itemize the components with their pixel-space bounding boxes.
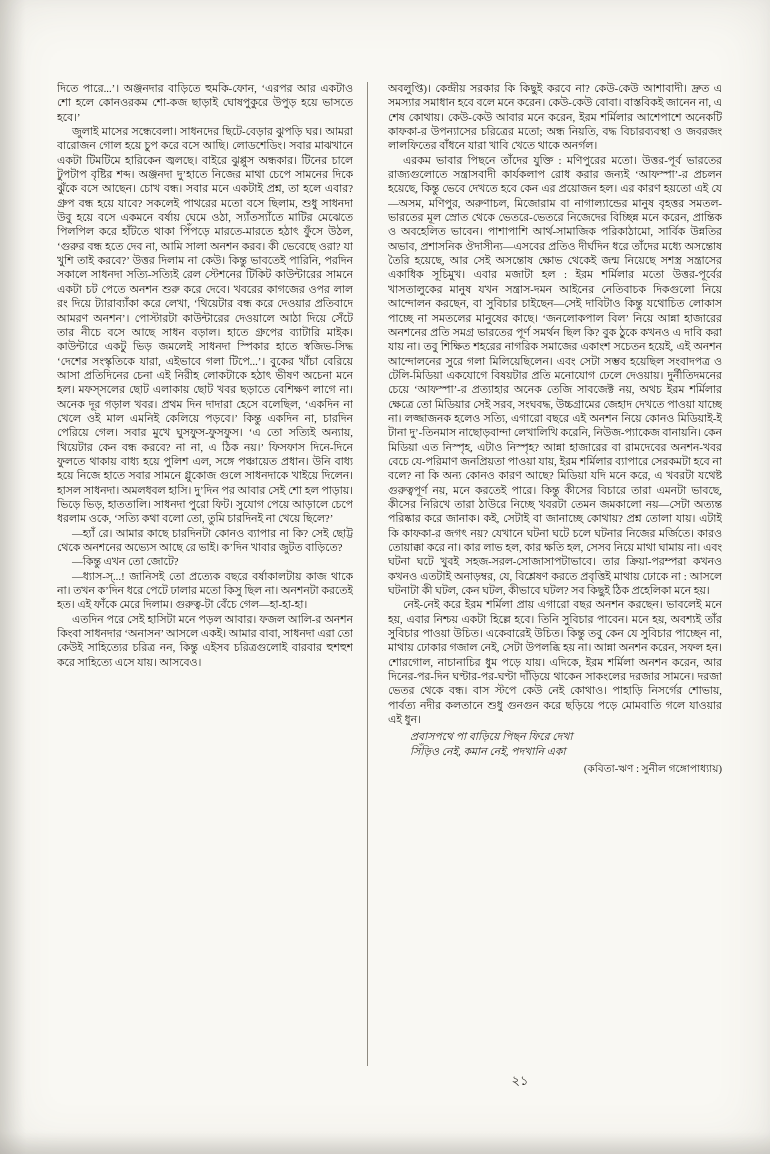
page-number: ২১ — [511, 1073, 529, 1088]
paragraph: অবলুপ্তি)। কেন্দ্রীয় সরকার কি কিছুই করবে না? কেউ-কেউ আশাবাদী। দ্রুত এ সমস্যার সমাধান হবে বলে মনে করেন। কেউ-কেউ বোবা। বাস্তবিকই জানেন না, এ শেষ কোথায়। কেউ-কেউ আবার মনে করেন, ইরম শর্মিলার আশেপাশে অনেকটি কাফকা-র উপন্যাসের চরিত্রের মতো; অন্ধ নিয়তি, বদ্ধ বিচারব্যবস্থা ও জবরজং লালফিতের বাঁধনে যারা খাবি খেতে থাকে অনর্গল। — [388, 83, 722, 153]
column-divider — [367, 82, 368, 1066]
text-block — [57, 82, 722, 1066]
paragraph: জুলাই মাসের সন্ধেবেলা। সাধনদের ছিটে-বেড়ার ঝুপড়ি ঘর। আমরা বারোজন গোল হয়ে চুপ করে বসে আছি। লোডশেডিং। সবার মাঝখানে একটা টিমটিমে হারিকেন জ্বলছে। বাইরে ঝুপ্পুস অন্ধকার। টিনের চালে টুপটাপ বৃষ্টির শব্দ। অঞ্জনদা দু’হাতে নিজের মাথা চেপে সামনের দিকে ঝুঁকে বসে আছেন। চোখ বন্ধ। সবার মনে একটাই প্রশ্ন, তা হলে এবার? গ্রুপ বন্ধ হয়ে যাবে? সকলেই পাথরের মতো বসে ছিলাম, শুধু সাধনদা উবু হয়ে বসে একমনে বর্ষায় ঘেমে ওঠা, স্যাঁতস্যাঁতে মাটির মেঝেতে পিলপিল করে হাঁটতে থাকা পিঁপড়ে মারতে-মারতে হঠাৎ ফুঁসে উঠল, ‘গুরুর বন্ধ হতে দেব না, আমি সালা অনশন করব। কী ভেবেছে ওরা? যা খুশি তাই করবে?’ উত্তর দিলাম না কেউ। কিন্তু ভাবতেই পারিনি, পরদিন সকালে সাধনদা সত্যি-সত্যিই রেল স্টেশনের টিকিট কাউন্টারের সামনে একটা চট পেতে অনশন শুরু করে দেবে। খবরের কাগজের ওপর লাল রং দিয়ে ট্যারাব্যাঁকা করে লেখা, ‘থিয়েটার বন্ধ করে দেওয়ার প্রতিবাদে আমরণ অনশন’। পোস্টারটা কাউন্টারের দেওয়ালে আঠা দিয়ে সেঁটে তার নীচে বসে আছে সাধন বড়াল। হাতে গ্রুপের ব্যাটারি মাইক। কাউন্টারে একটু ভিড় জমলেই সাধনদা স্পিকার হাতে স্বজিভ-সিদ্ধ ‘দেশের সংস্কৃতিকে যারা, এইভাবে গলা টিপে...’। বুকের খাঁচা বেরিয়ে আসা প্রতিদিনের চেনা এই নিরীহ লোকটাকে হঠাৎ ভীষণ অচেনা মনে হল। মফস্সলের ছোট এলাকায় ছোট খবর ছড়াতে বেশিক্ষণ লাগে না। অনেক দূর গড়াল খবর। প্রথম দিন দাদারা হেসে বলেছিল, ‘একদিন না খেলে ওই মাল এমনিই কেলিয়ে পড়বে।’ কিন্তু একদিন না, চারদিন পেরিয়ে গেল। সবার মুখে ঘুসফুস-ফুসফুস। ‘এ তো সত্যিই অন্যায়, থিয়েটার কেন বন্ধ করবে? না না, এ ঠিক নয়।’ ফিসফাস দিনে-দিনে ফুলতে থাকায় বাধ্য হয়ে পুলিশ এল, সঙ্গে পঞ্চায়েত প্রধান। উনি বাধ্য হয়ে নিজে হাতে সবার সামনে গ্লুকোজ গুলে সাধনদাকে খাইয়ে দিলেন। হাসল সাধনদা। অমলধবল হাসি। দু’দিন পর আবার সেই শো হল পাড়ায়। ভিড়ে ভিড়, হাততালি। সাধনদা পুরো ফিট। সুযোগ পেয়ে আড়ালে চেপে ধরলাম ওকে, ‘সত্যি কথা বলো তো, তুমি চারদিনই না খেয়ে ছিলে?’ — [57, 126, 353, 526]
paragraph: দিতে পারে...’। অঞ্জনদার বাড়িতে হুমকি-ফোন, ‘এরপর আর একটাও শো হলে কোনওরকম শো-কজ ছাড়াই ঘোষপুকুরে উপুড় হয়ে ভাসতে হবে।’ — [57, 83, 353, 124]
verse-line: প্রবাসপথে পা বাড়িয়ে পিছন ফিরে দেখা — [410, 731, 573, 744]
paragraph: এতদিন পরে সেই হাসিটা মনে পড়ল আবার। ফজল আলি-র অনশন কিংবা সাধনদার ‘অনাসন’ আসলে একই। আমার বাবা, সাধনদা এরা তো কেউই সাহিত্যের চরিত্র নন, কিন্তু এইসব চরিত্রগুলোই বারবার হুশহুশ করে সাহিত্যে এসে যায়। আসবেও। — [57, 613, 353, 669]
verse-quote — [410, 730, 722, 759]
left-column — [57, 82, 353, 1066]
right-column — [388, 82, 722, 1066]
paragraph: —কিন্তু এখন তো জোটে? — [72, 556, 179, 569]
paragraph: এরকম ভাবার পিছনে তাঁদের যুক্তি : মণিপুরের মতো। উত্তর-পূর্ব ভারতের রাজ্যগুলোতে সন্ত্রাসবাদী কার্যকলাপ রোধ করার জন্যই ‘আফস্পা’-র প্রচলন হয়েছে, কিন্তু ভেবে দেখতে হবে কেন এর প্রয়োজন হল। এর কারণ হয়তো এই যে—অসম, মণিপুর, অরুণাচল, মিজোরাম বা নাগাল্যান্ডের মানুষ বৃহত্তর সমতল-ভারতের মূল স্রোত থেকে ভেতরে-ভেতরে নিজেদের বিচ্ছিন্ন মনে করেন, প্রান্তিক ও অবহেলিত ভাবেন। পাশাপাশি আর্থ-সামাজিক পরিকাঠামো, সার্বিক উন্নতির অভাব, প্রশাসনিক ঔদাসীন্য—এসবের প্রতিও দীর্ঘদিন ধরে তাঁদের মধ্যে অসন্তোষ তৈরি হয়েছে, আর সেই অসন্তোষ ক্ষোভ থেকেই জন্ম নিয়েছে সশস্ত্র সন্ত্রাসের একাধিক সূচিমুখ। এবার মজাটা হল : ইরম শর্মিলার মতো উত্তর-পূর্বের খাসতালুকের মানুষ যখন সন্ত্রাস-দমন আইনের নেতিবাচক দিকগুলো নিয়ে আন্দোলন করছেন, বা সুবিচার চাইছেন—সেই দাবিটাও কিন্তু যথোচিত লোকাস পাচ্ছে না সমতলের মানুষের কাছে। ‘জনলোকপাল বিল’ নিয়ে আন্না হাজারের অনশনের প্রতি সমগ্র ভারতের পূর্ণ সমর্থন ছিল কি? বুক ঠুকে কখনও এ দাবি করা যায় না। তবু শিক্ষিত শহরের নাগরিক সমাজের একাংশ সচেতন হয়েই, এই অনশন আন্দোলনের সুরে গলা মিলিয়েছিলেন। এবং সেটা সম্ভব হয়েছিল সংবাদপত্র ও টেলি-মিডিয়া একযোগে বিষয়টার প্রতি মনোযোগ ঢেলে দেওয়ায়। দুর্নীতিদমনের চেয়ে ‘আফস্পা’-র প্রত্যাহার অনেক তেজি সাবজেক্ট নয়, অথচ ইরম শর্মিলার ক্ষেত্রে তো মিডিয়ার সেই সরব, সংঘবদ্ধ, উচ্চগ্রামের জেহাদ দেখতে পাওয়া যাচ্ছে না। লজ্জাজনক হলেও সত্যি, এগারো বছরে এই অনশন নিয়ে কোনও মিডিয়াই-ই টানা দু’-তিনমাস নাছোড়বান্দা লেখালিখি করেনি, নিউজ-প্যাকেজ বানায়নি। কেন মিডিয়া এত নিস্পৃহ, এটাও নিস্পৃহ? আন্না হাজারের বা রামদেবের অনশন-খবর বেচে যে-পরিমাণ জনপ্রিয়তা পাওয়া যায়, ইরম শর্মিলার ব্যাপারে সেরকমটা হবে না বলে? না কি অন্য কোনও কারণ আছে? মিডিয়া যদি মনে করে, এ খবরটা যথেষ্ট গুরুত্বপূর্ণ নয়, মনে করতেই পারে। কিন্তু কীসের বিচারে তারা এমনটা ভাবছে, কীসের নিরিখে তারা ঠাউরে নিচ্ছে খবরটা তেমন জমকালো নয়—সেটা অত্যন্ত পরিষ্কার করে জানাক। কই, সেটাই বা জানাচ্ছে কোথায়? প্রশ্ন তোলা যায়। এটাই কি কাফকা-র জগৎ নয়? যেখানে ঘটনা ঘটে চলে ঘটনার নিজের মর্জিতে। কারও তোয়াক্কা করে না। কার লাভ হল, কার ক্ষতি হল, সেসব নিয়ে মাথা ঘামায় না। এবং ঘটনা ঘটে খুবই সহজ-সরল-সোজাসাপটাভাবে। তার ক্রিয়া-পরম্পরা কখনও কখনও এতটাই অনাড়ম্বর, যে, বিশ্লেষণ করতে প্রবৃত্তিই মাথায় ঢোকে না : আসলে ঘটনাটা কী ঘটল, কেন ঘটল, কীভাবে ঘটল? সব কিছুই ঠিক প্রহেলিকা মনে হয়। — [388, 154, 722, 598]
paragraph: নেই-নেই করে ইরম শর্মিলা প্রায় এগারো বছর অনশন করছেন। ভাবলেই মনে হয়, এবার নিশ্চয় একটা হিল্লে হবে। তিনি সুবিচার পাবেন। মনে হয়, অবশ্যই তাঁর সুবিচার পাওয়া উচিত। একেবারেই উচিত। কিন্তু তবু কেন যে সুবিচার পাচ্ছেন না, মাথায় ঢোকার গজাল নেই, সেটা উপলব্ধি হয় না। আন্না অনশন করেন, সফল হন। শোরগোল, নাচানাচির ধুম পড়ে যায়। এদিকে, ইরম শর্মিলা অনশন করেন, আর দিনের-পর-দিন ঘণ্টার-পর-ঘণ্টা দাঁড়িয়ে থাকেন সাকংলের দরজার সামনে। দরজা ভেতর থেকে বন্ধ। বাস স্টপে কেউ নেই কোথাও। পাহাড়ি নিসর্গের শোভায়, পার্বত্য নদীর কলতানে শুধু গুনগুন করে ছড়িয়ে পড়ে মোমবাতি গলে যাওয়ার এই ধুন। — [388, 599, 722, 727]
right-column-paragraphs — [388, 82, 722, 727]
paragraph: —হ্যাঁ রে। আমার কাছে চারদিনটা কোনও ব্যাপার না কি? সেই ছোট্ট থেকে অনশনের অভ্যেস আছে রে ভাই। ক’দিন খাবার জুটত বাড়িতে? — [57, 527, 353, 554]
verse-line: সিঁড়িও নেই, কমান নেই, পদখানি একা — [410, 745, 566, 758]
poem-attribution: (কবিতা-ঋণ : সুনীল গঙ্গোপাধ্যায়) — [583, 764, 722, 776]
paragraph: —ধ্যাস-স্...! জানিসই তো প্রত্যেক বছরে বর্ষাকালটায় কাজ থাকে না। তখন ক’দিন ধরে পেটে ঢালার মতো কিসু ছিল না। অনশনটা করতেই হত। এই ফাঁকে মেরে দিলাম। গুরুত্ব-টা বেঁচে গেল—হা-হা-হা। — [57, 570, 353, 612]
